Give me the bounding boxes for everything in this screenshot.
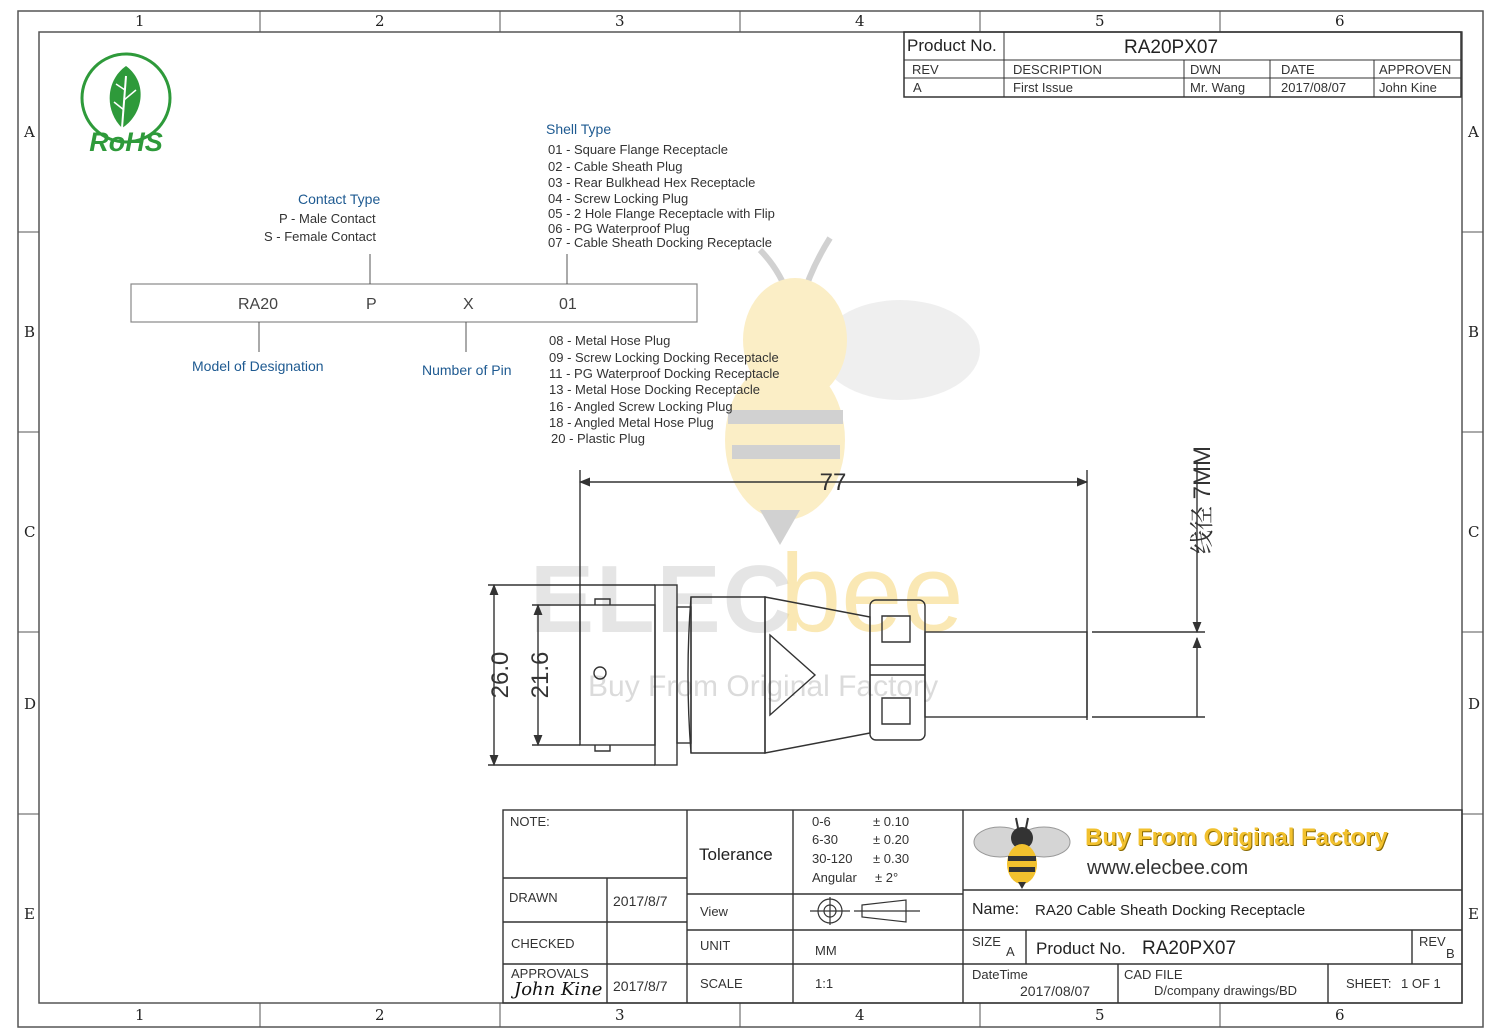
header-date-value: 2017/08/07 [1281, 80, 1347, 95]
row-label-d-right: D [1468, 695, 1481, 713]
scale-label: SCALE [700, 976, 743, 991]
shell-type-item: 09 - Screw Locking Docking Receptacle [549, 350, 779, 365]
col-label-1-bottom: 1 [135, 1006, 145, 1024]
sheet-label: SHEET: [1346, 976, 1392, 991]
col-label-1: 1 [135, 12, 145, 30]
tolerance-range: 30-120 [812, 851, 853, 866]
row-label-c-right: C [1468, 523, 1480, 541]
checked-label: CHECKED [511, 936, 575, 951]
col-label-5-bottom: 5 [1095, 1006, 1105, 1024]
unit-label: UNIT [700, 938, 731, 953]
col-label-2: 2 [375, 12, 385, 30]
tolerance-range: 0-6 [812, 814, 831, 829]
cadfile-value: D/company drawings/BD [1154, 983, 1298, 998]
row-label-a: A [24, 123, 35, 141]
dim-inner-label: 21.6 [527, 651, 554, 699]
size-value: A [1006, 944, 1015, 959]
shell-type-item: 02 - Cable Sheath Plug [548, 159, 683, 174]
shell-type-item: 20 - Plastic Plug [551, 431, 645, 446]
watermark-brand-elec: ELEC [530, 546, 795, 653]
shell-type-item: 08 - Metal Hose Plug [549, 333, 671, 348]
header-description-value: First Issue [1013, 80, 1073, 95]
col-label-3: 3 [615, 12, 625, 30]
code-contact: P [366, 296, 377, 313]
shell-type-item: 11 - PG Waterproof Docking Receptacle [549, 366, 780, 381]
rohs-logo [72, 52, 182, 160]
rev-label: REV [1419, 934, 1446, 949]
tolerance-range: 6-30 [812, 832, 839, 847]
header-col-approven: APPROVEN [1379, 62, 1452, 77]
tolerance-label: Tolerance [699, 845, 773, 864]
approvals-label: APPROVALS [511, 966, 589, 981]
view-label: View [700, 904, 728, 919]
col-label-3-bottom: 3 [615, 1006, 625, 1024]
shell-type-item: 07 - Cable Sheath Docking Receptacle [548, 235, 773, 250]
row-label-e-right: E [1468, 905, 1479, 923]
shell-type-title: Shell Type [546, 121, 612, 137]
contact-type-title: Contact Type [298, 191, 381, 207]
dim-outer-label: 26.0 [487, 651, 514, 699]
dim-length-label: 77 [819, 469, 847, 496]
contact-type-female: S - Female Contact [264, 229, 376, 244]
rohs-text: RoHS [89, 127, 163, 157]
website-link[interactable]: www.elecbee.com [1087, 857, 1249, 879]
header-approven-value: John Kine [1379, 80, 1437, 95]
header-col-rev: REV [912, 62, 939, 77]
header-product-value: RA20PX07 [1124, 37, 1219, 58]
row-label-b-right: B [1468, 323, 1480, 341]
header-dwn-value: Mr. Wang [1190, 80, 1246, 95]
model-of-designation-label: Model of Designation [192, 358, 324, 374]
row-label-a-right: A [1468, 123, 1479, 141]
designation-box [128, 250, 703, 360]
contact-type-male: P - Male Contact [279, 211, 376, 226]
name-label: Name: [972, 901, 1020, 918]
header-col-dwn: DWN [1190, 62, 1222, 77]
row-label-e: E [24, 905, 35, 923]
header-col-description: DESCRIPTION [1013, 62, 1102, 77]
row-label-d: D [24, 695, 37, 713]
datetime-value: 2017/08/07 [1020, 983, 1091, 999]
col-label-6-bottom: 6 [1335, 1006, 1345, 1024]
shell-type-item: 06 - PG Waterproof Plug [548, 221, 690, 236]
datetime-label: DateTime [972, 967, 1028, 982]
unit-value: MM [815, 943, 837, 958]
shell-type-item: 05 - 2 Hole Flange Receptacle with Flip [548, 206, 775, 221]
code-shell: 01 [559, 296, 577, 313]
code-model: RA20 [238, 296, 279, 313]
shell-type-item: 16 - Angled Screw Locking Plug [549, 399, 733, 414]
cadfile-label: CAD FILE [1124, 967, 1183, 982]
drawn-label: DRAWN [509, 890, 558, 905]
projection-symbol-icon [806, 896, 926, 926]
tolerance-value: ± 0.10 [873, 814, 910, 829]
col-label-4-bottom: 4 [855, 1006, 865, 1024]
watermark-tagline: Buy From Original Factory [588, 670, 939, 703]
approvals-signature: John Kine [514, 979, 603, 1000]
col-label-6: 6 [1335, 12, 1345, 30]
dim-cable-label: 线径 7MM [1189, 446, 1216, 554]
elecbee-bee-icon [972, 812, 1072, 890]
name-value: RA20 Cable Sheath Docking Receptacle [1035, 902, 1306, 919]
row-label-c: C [24, 523, 36, 541]
rev-value: B [1446, 946, 1455, 961]
sheet-value: 1 OF 1 [1401, 976, 1441, 991]
shell-type-item: 04 - Screw Locking Plug [548, 191, 689, 206]
shell-type-item: 01 - Square Flange Receptacle [548, 142, 728, 157]
tolerance-value: ± 0.30 [873, 851, 910, 866]
size-label: SIZE [972, 934, 1001, 949]
row-label-b: B [24, 323, 36, 341]
col-label-5: 5 [1095, 12, 1105, 30]
tolerance-value: ± 0.20 [873, 832, 910, 847]
connector-drawing [470, 420, 1250, 780]
shell-type-item: 13 - Metal Hose Docking Receptacle [549, 382, 760, 397]
shell-type-item: 03 - Rear Bulkhead Hex Receptacle [548, 175, 756, 190]
product-label: Product No. [1036, 939, 1126, 958]
approvals-date: 2017/8/7 [613, 978, 668, 994]
drawn-date: 2017/8/7 [613, 893, 668, 909]
code-pins: X [463, 296, 474, 313]
tolerance-value: ± 2° [875, 870, 899, 885]
slogan-text: Buy From Original Factory [1085, 824, 1388, 851]
product-value: RA20PX07 [1142, 938, 1237, 959]
header-rev-value: A [913, 80, 922, 95]
number-of-pin-label: Number of Pin [422, 362, 512, 378]
header-product-label: Product No. [907, 36, 997, 55]
col-label-2-bottom: 2 [375, 1006, 385, 1024]
header-col-date: DATE [1281, 62, 1315, 77]
col-label-4: 4 [855, 12, 865, 30]
tolerance-range: Angular [812, 870, 857, 885]
scale-value: 1:1 [815, 976, 834, 991]
note-label: NOTE: [510, 814, 550, 829]
watermark-brand-bee: bee [780, 532, 964, 655]
shell-type-item: 18 - Angled Metal Hose Plug [549, 415, 714, 430]
